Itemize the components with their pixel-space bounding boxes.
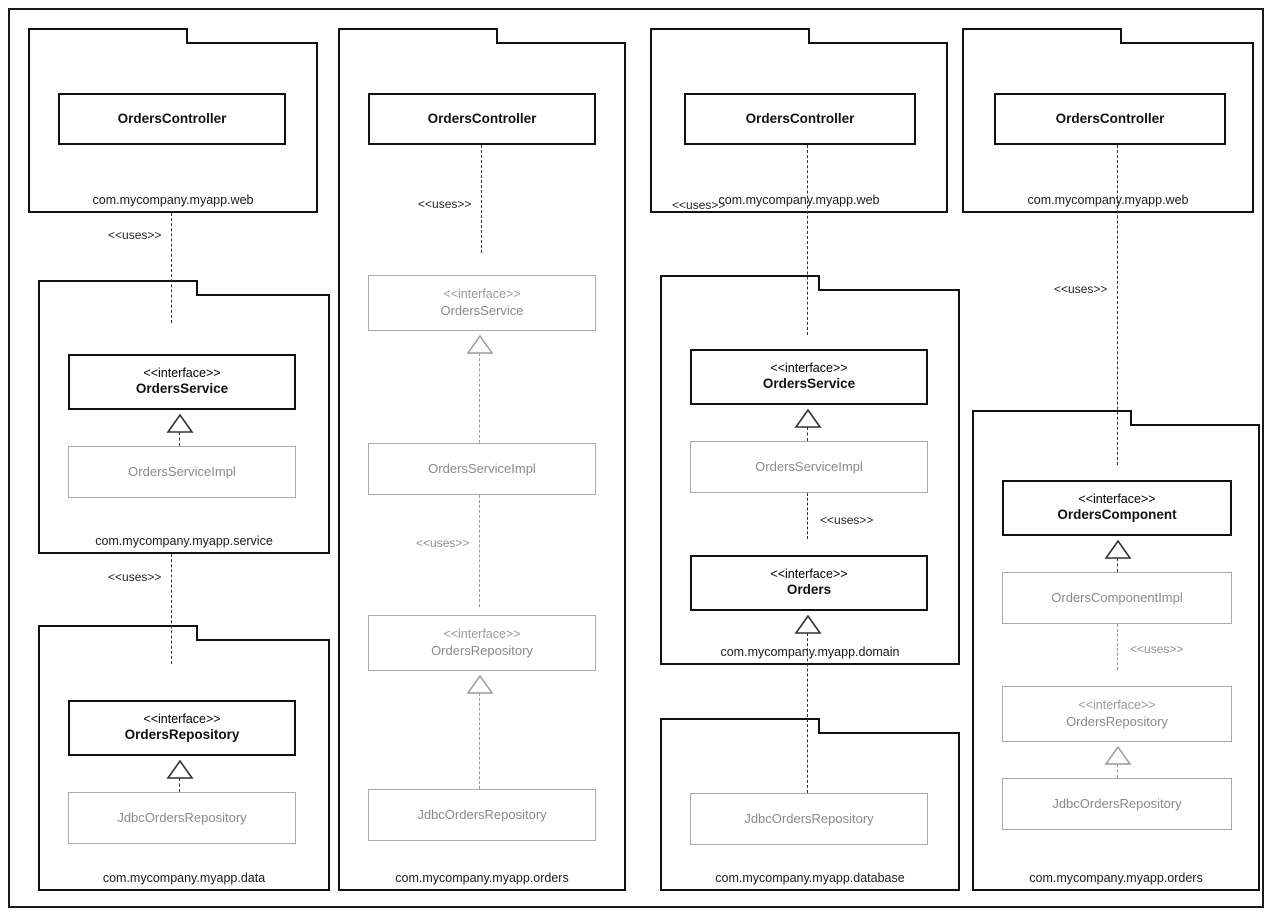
realization-triangle-icon xyxy=(794,615,822,635)
realization-line xyxy=(807,427,808,441)
column-1 xyxy=(20,10,330,906)
package-label: com.mycompany.myapp.web xyxy=(92,193,254,207)
class-name: JdbcOrdersRepository xyxy=(1052,795,1182,811)
package-tab xyxy=(338,28,498,44)
class-orders-service-interface[interactable] xyxy=(690,349,928,405)
dependency-line xyxy=(171,554,172,664)
class-name: OrdersController xyxy=(117,110,227,126)
dependency-line xyxy=(481,145,482,253)
class-name: OrdersService xyxy=(762,376,856,392)
class-stereotype: <<interface>> xyxy=(1078,491,1156,506)
class-orders-service-impl[interactable] xyxy=(68,446,296,498)
package-tab xyxy=(650,28,810,44)
package-tab xyxy=(38,625,198,641)
class-name: Orders xyxy=(786,582,832,598)
class-name: JdbcOrdersRepository xyxy=(417,806,547,822)
class-orders-interface[interactable] xyxy=(690,555,928,611)
uses-label: <<uses>> xyxy=(108,570,162,584)
class-stereotype: <<interface>> xyxy=(443,627,521,642)
class-orders-service-impl[interactable] xyxy=(368,443,596,495)
realization-triangle-icon xyxy=(466,335,494,355)
class-stereotype: <<interface>> xyxy=(770,360,848,375)
class-orders-component-impl[interactable] xyxy=(1002,572,1232,624)
package-label: com.mycompany.myapp.data xyxy=(102,871,266,885)
class-orders-service-interface[interactable] xyxy=(68,354,296,410)
class-orders-controller[interactable] xyxy=(994,93,1226,145)
realization-triangle-icon xyxy=(794,409,822,429)
class-name: OrdersRepository xyxy=(124,727,240,743)
class-stereotype: <<interface>> xyxy=(1078,698,1156,713)
package-tab xyxy=(38,280,198,296)
column-4 xyxy=(954,10,1259,906)
class-name: OrdersServiceImpl xyxy=(128,463,236,479)
class-stereotype: <<interface>> xyxy=(443,287,521,302)
realization-triangle-icon xyxy=(166,760,194,780)
class-orders-repository-interface[interactable] xyxy=(68,700,296,756)
dependency-line xyxy=(171,213,172,323)
dependency-line xyxy=(807,493,808,539)
realization-line xyxy=(179,778,180,792)
diagram-frame xyxy=(8,8,1264,908)
uses-label: <<uses>> xyxy=(108,228,162,242)
dependency-line xyxy=(807,145,808,335)
class-name: OrdersController xyxy=(745,110,855,126)
class-orders-controller[interactable] xyxy=(684,93,916,145)
uses-label: <<uses>> xyxy=(820,513,874,527)
realization-triangle-icon xyxy=(466,675,494,695)
class-stereotype: <<interface>> xyxy=(143,365,221,380)
class-jdbc-orders-repository[interactable] xyxy=(690,793,928,845)
class-name: OrdersServiceImpl xyxy=(755,458,863,474)
uses-label: <<uses>> xyxy=(1054,282,1108,296)
dependency-line xyxy=(1117,624,1118,670)
class-orders-controller[interactable] xyxy=(368,93,596,145)
realization-line xyxy=(479,353,480,443)
class-orders-repository-interface[interactable] xyxy=(1002,686,1232,742)
package-tab xyxy=(962,28,1122,44)
class-orders-component-interface[interactable] xyxy=(1002,480,1232,536)
class-name: JdbcOrdersRepository xyxy=(744,810,874,826)
class-name: OrdersService xyxy=(135,381,229,397)
class-orders-service-impl[interactable] xyxy=(690,441,928,493)
uses-label: <<uses>> xyxy=(672,198,726,212)
class-name: OrdersComponent xyxy=(1057,507,1177,523)
class-name: JdbcOrdersRepository xyxy=(117,809,247,825)
package-tab xyxy=(660,718,820,734)
class-stereotype: <<interface>> xyxy=(770,566,848,581)
class-stereotype: <<interface>> xyxy=(143,711,221,726)
class-jdbc-orders-repository[interactable] xyxy=(1002,778,1232,830)
dependency-line xyxy=(479,495,480,607)
class-name: OrdersServiceImpl xyxy=(428,460,536,476)
package-tab xyxy=(28,28,188,44)
realization-line xyxy=(179,432,180,446)
uses-label: <<uses>> xyxy=(418,197,472,211)
dependency-line xyxy=(1117,145,1118,465)
class-orders-repository-interface[interactable] xyxy=(368,615,596,671)
class-name: OrdersController xyxy=(427,110,537,126)
package-tab xyxy=(660,275,820,291)
realization-triangle-icon xyxy=(1104,540,1132,560)
class-name: OrdersService xyxy=(440,302,524,318)
realization-triangle-icon xyxy=(1104,746,1132,766)
realization-line xyxy=(807,633,808,793)
class-jdbc-orders-repository[interactable] xyxy=(68,792,296,844)
realization-line xyxy=(479,693,480,789)
package-label: com.mycompany.myapp.web xyxy=(1027,193,1189,207)
class-name: OrdersRepository xyxy=(1066,713,1168,729)
class-name: OrdersController xyxy=(1055,110,1165,126)
package-tab xyxy=(972,410,1132,426)
package-label: com.mycompany.myapp.orders xyxy=(1029,871,1203,885)
column-2 xyxy=(330,10,630,906)
package-label: com.mycompany.myapp.web xyxy=(718,193,880,207)
class-orders-service-interface[interactable] xyxy=(368,275,596,331)
class-name: OrdersRepository xyxy=(431,642,533,658)
column-3 xyxy=(642,10,960,906)
uses-label: <<uses>> xyxy=(416,536,470,550)
package-label: com.mycompany.myapp.orders xyxy=(395,871,569,885)
realization-line xyxy=(1117,764,1118,778)
class-orders-controller[interactable] xyxy=(58,93,286,145)
package-com-mycompany-myapp-data-1 xyxy=(38,625,330,891)
class-name: OrdersComponentImpl xyxy=(1051,589,1183,605)
package-label: com.mycompany.myapp.service xyxy=(95,534,273,548)
class-jdbc-orders-repository[interactable] xyxy=(368,789,596,841)
package-label: com.mycompany.myapp.database xyxy=(715,871,905,885)
realization-line xyxy=(1117,558,1118,572)
realization-triangle-icon xyxy=(166,414,194,434)
package-label: com.mycompany.myapp.domain xyxy=(720,645,900,659)
uses-label: <<uses>> xyxy=(1130,642,1184,656)
